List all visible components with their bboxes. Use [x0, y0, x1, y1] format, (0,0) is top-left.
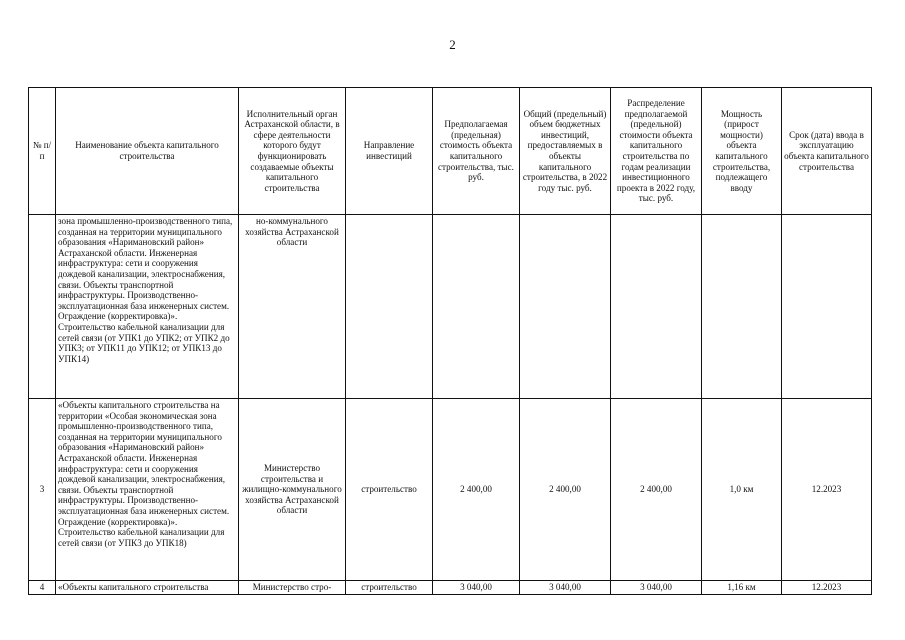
header-direction: Направление инвестиций: [346, 88, 433, 215]
header-number: № п/п: [29, 88, 56, 215]
cell-cost-distribution: 2 400,00: [611, 399, 702, 581]
cell-deadline: [782, 215, 872, 399]
header-deadline: Срок (дата) ввода в эксплуатацию объекта капитального строительства: [782, 88, 872, 215]
cell-number: 3: [29, 399, 56, 581]
investment-table: [28, 87, 872, 595]
header-object-name: Наименование объекта капитального строительства: [56, 88, 239, 215]
cell-agency: Министерство строительства и жилищно-коммунального хозяйства Астраханской области: [239, 399, 346, 581]
table-row-continuation: [29, 215, 872, 399]
cell-capacity: 1,16 км: [702, 581, 782, 595]
cell-object-name: зона промышленно-производственного типа, созданная на территории муниципального образования «Наримановский район» Астраханской области. Инженерная инфраструктура: сети и сооружения дождевой канализации, электроснабжения, связи. Объекты транспортной инфраструктуры. Производственно-эксплуатационная база инженерных систем. Ограждение (корректировка)». Строительство кабельной канализации для сетей связи (от УПК1 до УПК2; от УПК2 до УПК3; от УПК11 до УПК12; от УПК13 до УПК14): [56, 215, 239, 399]
cell-deadline: 12.2023: [782, 581, 872, 595]
page-number: 2: [449, 37, 456, 52]
cell-estimated-cost: 3 040,00: [433, 581, 520, 595]
cell-budget-investment: [520, 215, 611, 399]
header-agency: Исполнительный орган Астраханской области, в сфере деятельности которого будут функционировать создаваемые объекты капитального строительства: [239, 88, 346, 215]
cell-cost-distribution: [611, 215, 702, 399]
header-cost-distribution: Распределение предполагаемой (предельной) стоимости объекта капитального строительства по годам реализации инвестиционного проекта в 2022 году, тыс. руб.: [611, 88, 702, 215]
cell-deadline: 12.2023: [782, 399, 872, 581]
cell-capacity: [702, 215, 782, 399]
header-budget-investment: Общий (предельный) объем бюджетных инвестиций, предоставляемых в объекты капитального строительства, в 2022 году тыс. руб.: [520, 88, 611, 215]
header-row: [29, 88, 872, 215]
cell-cost-distribution: 3 040,00: [611, 581, 702, 595]
cell-budget-investment: 3 040,00: [520, 581, 611, 595]
cell-number: 4: [29, 581, 56, 595]
header-capacity: Мощность (прирост мощности) объекта капитального строительства, подлежащего вводу: [702, 88, 782, 215]
cell-object-name: «Объекты капитального строительства: [56, 581, 239, 595]
cell-estimated-cost: 2 400,00: [433, 399, 520, 581]
cell-number: [29, 215, 56, 399]
cell-direction: [346, 215, 433, 399]
cell-estimated-cost: [433, 215, 520, 399]
cell-budget-investment: 2 400,00: [520, 399, 611, 581]
header-estimated-cost: Предполагаемая (предельная) стоимость объекта капитального строительства, тыс. руб.: [433, 88, 520, 215]
cell-agency: но-коммунального хозяйства Астраханской области: [239, 215, 346, 399]
cell-agency: Министерство стро-: [239, 581, 346, 595]
table-row: [29, 399, 872, 581]
cell-capacity: 1,0 км: [702, 399, 782, 581]
cell-object-name: «Объекты капитального строительства на территории «Особая экономическая зона промышленно-производственного типа, созданная на территории муниципального образования «Наримановский район» Астраханской области. Инженерная инфраструктура: сети и сооружения дождевой канализации, электроснабжения, связи. Объекты транспортной инфраструктуры. Производственно-эксплуатационная база инженерных систем. Ограждение (корректировка)». Строительство кабельной канализации для сетей связи (от УПК3 до УПК18): [56, 399, 239, 581]
cell-direction: строительство: [346, 399, 433, 581]
cell-direction: строительство: [346, 581, 433, 595]
table-row: [29, 581, 872, 595]
